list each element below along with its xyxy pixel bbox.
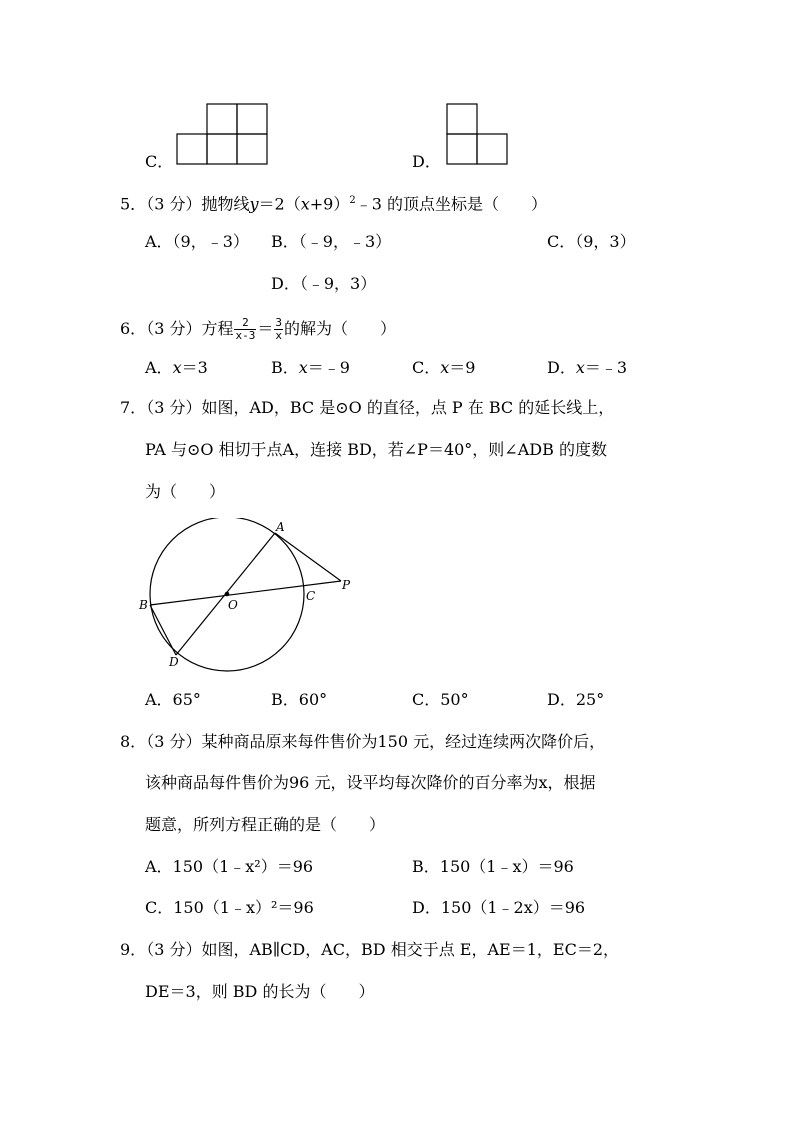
- label-o: O: [228, 598, 238, 612]
- label-b: B: [139, 598, 148, 612]
- q7-option-a: A．65°: [145, 690, 201, 709]
- q7-points: （3 分）: [146, 398, 202, 417]
- q6-text: 方程: [201, 319, 234, 338]
- q5-stem: [120, 191, 547, 214]
- q8-stem-line-3: 题意，所列方程正确的是（ ）: [145, 815, 386, 834]
- q7-option-d: D．25°: [547, 690, 605, 709]
- q5-option-a: A．（9，﹣3）: [145, 232, 249, 251]
- q7-number: 7．: [120, 398, 147, 417]
- q6-option-b-label: B．: [271, 358, 299, 377]
- q6-fraction-1-numerator: 2: [234, 317, 256, 330]
- q6-text: 的解为（ ）: [284, 319, 397, 338]
- q6-option-a-label: A．: [145, 358, 173, 377]
- q9-number: 9．: [120, 940, 147, 959]
- q5-text: 抛物线: [201, 194, 250, 214]
- q5-superscript: 2: [349, 195, 356, 206]
- q8-option-d: D．150（1﹣2x）＝96: [412, 898, 586, 917]
- q9-points: （3 分）: [146, 940, 202, 959]
- q6-option-d: [547, 358, 627, 378]
- q7-option-b: B．60°: [271, 690, 328, 709]
- q6-option-b: [271, 358, 350, 378]
- q8-points: （3 分）: [146, 732, 202, 751]
- q6-option-a: [145, 358, 208, 378]
- q5-points: （3 分）: [146, 194, 202, 214]
- q6-fraction-2-numerator: 3: [275, 316, 282, 329]
- q5-text: ＝2（: [258, 194, 301, 214]
- q6-number: 6．: [120, 319, 147, 338]
- q6-option-c-value: ＝9: [449, 358, 476, 377]
- q6-option-b-value: ＝﹣9: [307, 358, 350, 377]
- q7-stem-line-2: PA 与⊙O 相切于点A，连接 BD，若∠P＝40°，则∠ADB 的度数: [145, 440, 607, 459]
- q8-option-b: B．150（1﹣x）＝96: [412, 857, 574, 876]
- center-point: [225, 592, 230, 597]
- q6-option-a-var: x: [172, 358, 182, 377]
- q6-option-b-var: x: [298, 358, 308, 377]
- label-p: P: [342, 578, 351, 592]
- q9-text: 如图，AB∥CD，AC，BD 相交于点 E，AE＝1，EC＝2，: [201, 940, 619, 959]
- q8-number: 8．: [120, 732, 147, 751]
- q5-var-y: y: [249, 194, 259, 214]
- q8-stem-line-1: [120, 732, 605, 752]
- q8-stem-line-2: 该种商品每件售价为96 元，设平均每次降价的百分率为x，根据: [145, 773, 596, 792]
- q7-stem-line-3: 为（ ）: [145, 482, 226, 501]
- label-d: D: [169, 655, 179, 669]
- q9-stem-line-1: [120, 940, 619, 960]
- q4-option-c-figure: [175, 103, 269, 167]
- q5-option-c: C．（9，3）: [547, 232, 636, 251]
- q7-text: 如图，AD，BC 是⊙O 的直径，点 P 在 BC 的延长线上，: [201, 398, 615, 417]
- q6-option-c-var: x: [440, 358, 450, 377]
- q6-option-c-label: C．: [412, 358, 441, 377]
- q6-fraction-1: [234, 317, 256, 342]
- q5-option-b: B．（﹣9，﹣3）: [271, 232, 392, 251]
- q6-points: （3 分）: [146, 319, 202, 338]
- q6-fraction-2-denominator: x: [275, 329, 282, 342]
- q6-option-d-label: D．: [547, 358, 576, 377]
- q8-option-c: C．150（1﹣x）²＝96: [145, 898, 314, 917]
- q7-circle-figure: [135, 518, 365, 678]
- q5-var-x: x: [300, 194, 310, 214]
- q6-fraction-2: [274, 317, 283, 342]
- q5-text: ﹣3 的顶点坐标是（ ）: [355, 194, 547, 214]
- label-c: C: [306, 589, 316, 603]
- q9-stem-line-2: DE＝3，则 BD 的长为（ ）: [145, 982, 375, 1001]
- q6-option-a-value: ＝3: [181, 358, 208, 377]
- q7-stem-line-1: [120, 398, 614, 418]
- q6-equals: ＝: [257, 319, 274, 338]
- q6-option-c: [412, 358, 475, 378]
- q5-text: +9）: [309, 194, 350, 214]
- q5-number: 5．: [120, 194, 147, 214]
- tangent-pa: [275, 533, 341, 581]
- chord-bd: [150, 605, 176, 655]
- q7-option-c: C．50°: [412, 690, 469, 709]
- q6-option-d-value: ＝﹣3: [584, 358, 628, 377]
- q6-option-d-var: x: [575, 358, 585, 377]
- q6-stem: [120, 312, 396, 346]
- q5-option-d: D．（﹣9，3）: [271, 274, 377, 293]
- q8-option-a: A．150（1﹣x²）＝96: [145, 857, 314, 876]
- q4-option-d-label: D．: [412, 152, 441, 171]
- q6-fraction-1-denominator: x-3: [235, 329, 256, 342]
- q4-option-d-figure: [445, 103, 509, 167]
- q8-text: 某种商品原来每件售价为150 元，经过连续两次降价后，: [201, 732, 606, 751]
- label-a: A: [276, 520, 285, 534]
- q4-option-c-label: C．: [145, 152, 174, 171]
